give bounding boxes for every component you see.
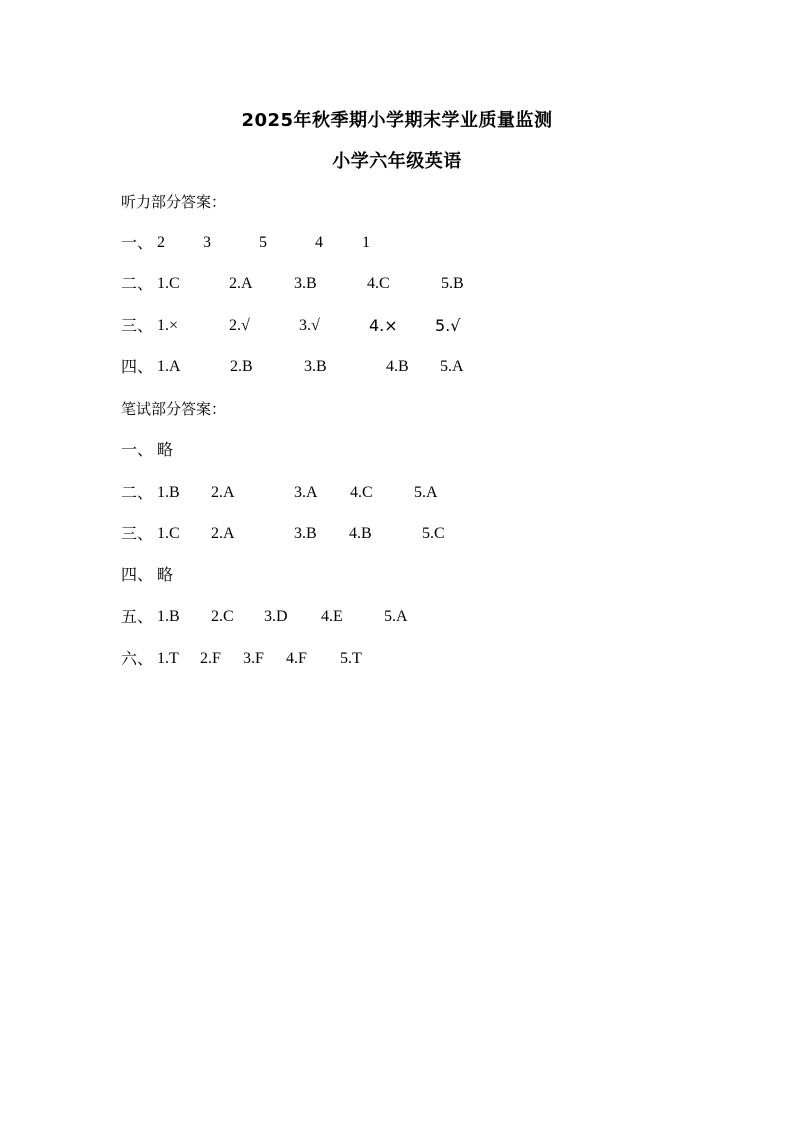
answer-item: 3 <box>203 234 211 251</box>
answer-text: 略 <box>157 440 174 459</box>
row-prefix: 四、 <box>121 357 154 376</box>
answer-item: 1.A <box>157 358 181 375</box>
written-row-1 <box>121 439 721 461</box>
row-prefix: 三、 <box>121 316 154 335</box>
row-prefix: 一、 <box>121 440 154 459</box>
written-row-3 <box>121 523 721 545</box>
row-prefix: 五、 <box>121 607 154 626</box>
answer-item: 2.√ <box>229 317 250 334</box>
row-prefix: 二、 <box>121 483 154 502</box>
page-subtitle: 小学六年级英语 <box>332 151 462 172</box>
answer-item: 4.× <box>369 316 398 335</box>
answer-item: 2 <box>157 234 165 251</box>
page-title: 2025年秋季期小学期末学业质量监测 <box>241 110 553 131</box>
answer-item: 3.B <box>304 358 327 375</box>
written-row-4 <box>121 564 721 586</box>
answer-item: 1.C <box>157 525 180 542</box>
written-header: 笔试部分答案： <box>121 400 227 418</box>
answer-item: 2.A <box>229 275 253 292</box>
row-prefix: 三、 <box>121 524 154 543</box>
listening-row-1 <box>121 232 721 254</box>
answer-item: 3.B <box>294 525 317 542</box>
written-row-5 <box>121 606 721 628</box>
answer-item: 2.A <box>211 525 235 542</box>
row-prefix: 四、 <box>121 565 154 584</box>
listening-row-3 <box>121 315 721 337</box>
answer-item: 1.× <box>157 317 179 334</box>
listening-row-2 <box>121 273 721 295</box>
answer-item: 1.T <box>157 650 179 667</box>
answer-item: 5.B <box>441 275 464 292</box>
row-prefix: 六、 <box>121 649 154 668</box>
answer-item: 3.B <box>294 275 317 292</box>
answer-text: 略 <box>157 565 174 584</box>
written-row-2 <box>121 482 721 504</box>
answer-item: 5.A <box>440 358 464 375</box>
answer-item: 2.F <box>200 650 221 667</box>
listening-header: 听力部分答案： <box>121 193 227 211</box>
answer-item: 5.√ <box>435 316 461 335</box>
answer-item: 2.C <box>211 608 234 625</box>
answer-item: 5.A <box>384 608 408 625</box>
answer-item: 4.C <box>350 484 373 501</box>
listening-row-4 <box>121 356 721 378</box>
answer-item: 1.C <box>157 275 180 292</box>
answer-item: 1.B <box>157 484 180 501</box>
row-prefix: 二、 <box>121 274 154 293</box>
answer-item: 4.C <box>367 275 390 292</box>
answer-item: 5.C <box>422 525 445 542</box>
answer-item: 5.A <box>414 484 438 501</box>
answer-item: 2.A <box>211 484 235 501</box>
answer-item: 1 <box>362 234 370 251</box>
answer-item: 3.F <box>243 650 264 667</box>
answer-item: 4.F <box>286 650 307 667</box>
written-row-6 <box>121 648 721 670</box>
answer-item: 5.T <box>340 650 362 667</box>
answer-item: 3.A <box>294 484 318 501</box>
answer-item: 4 <box>315 234 323 251</box>
answer-item: 3.D <box>264 608 288 625</box>
answer-item: 1.B <box>157 608 180 625</box>
answer-item: 4.B <box>386 358 409 375</box>
answer-item: 4.E <box>321 608 343 625</box>
answer-item: 2.B <box>230 358 253 375</box>
row-prefix: 一、 <box>121 233 154 252</box>
answer-item: 3.√ <box>299 317 320 334</box>
answer-item: 4.B <box>349 525 372 542</box>
answer-item: 5 <box>259 234 267 251</box>
